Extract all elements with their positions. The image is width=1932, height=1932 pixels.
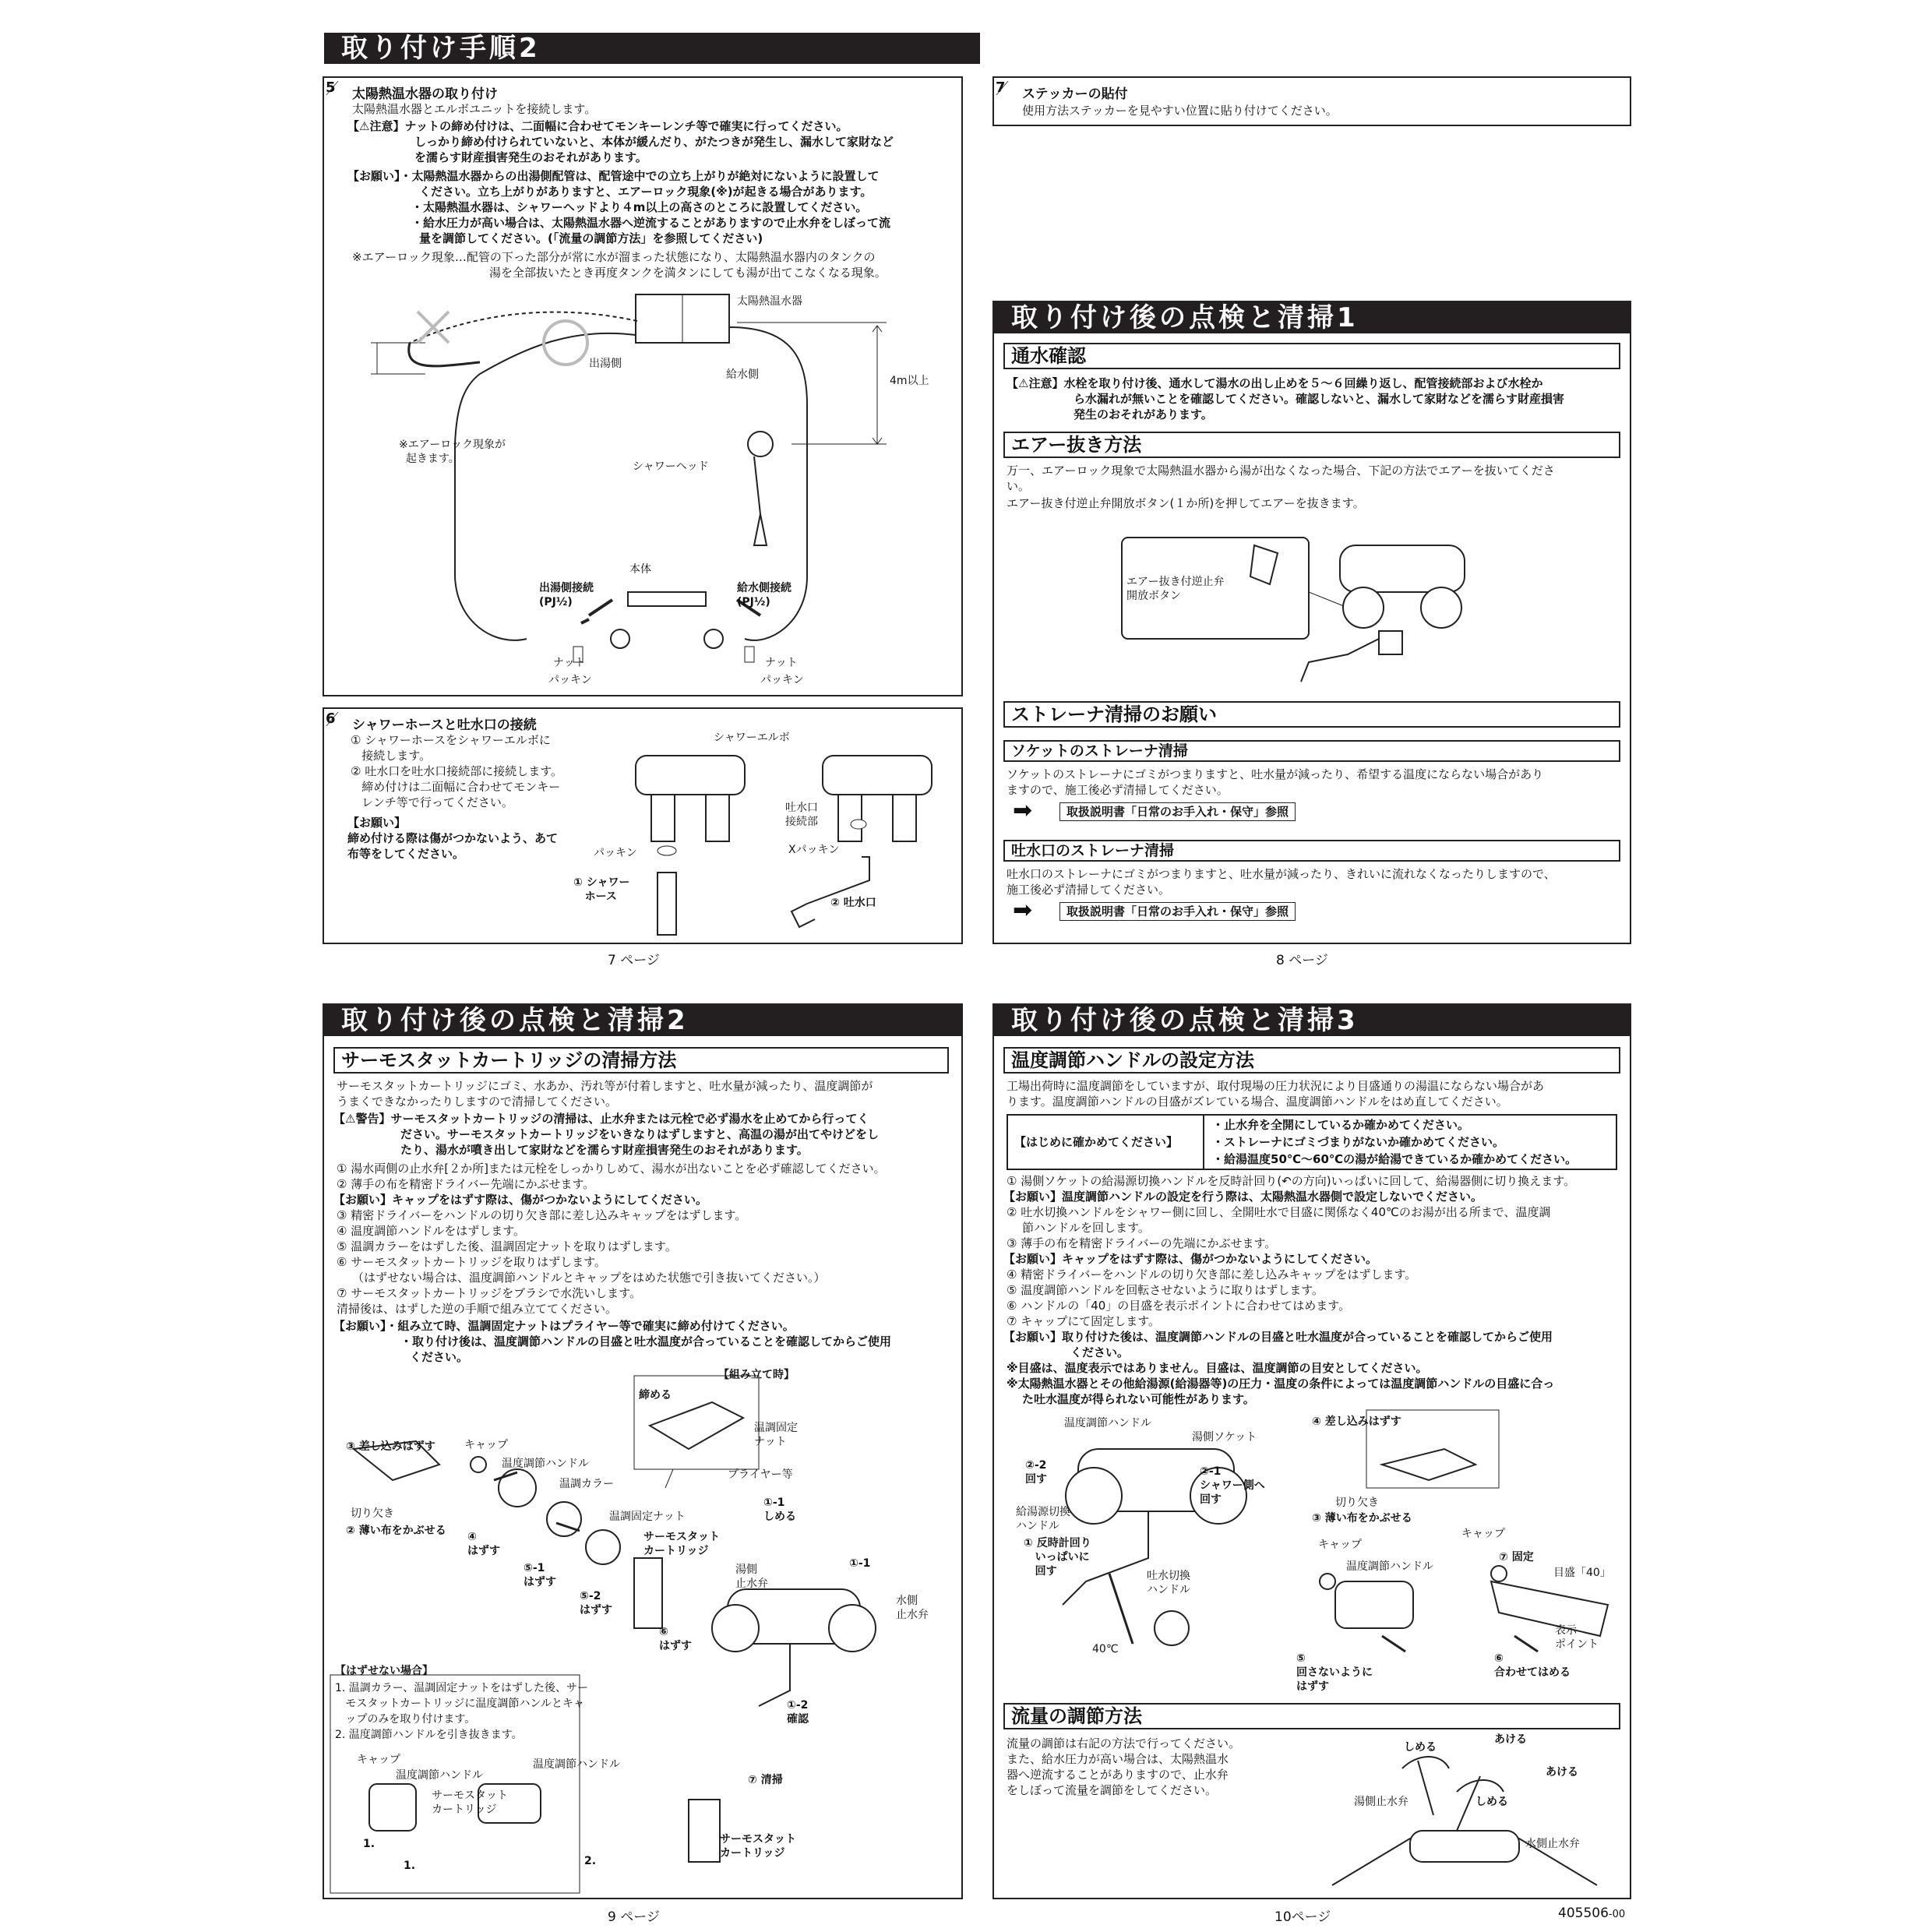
- step5-line: 量を調節してください。(「流量の調節方法」を参照してください): [419, 231, 763, 245]
- label-collar: 温調カラー: [559, 1478, 614, 1490]
- step5-note: 湯を全部抜いたとき再度タンクを満タンにしても湯が出てこなくなる現象。: [489, 266, 887, 280]
- label-in-side: 給水側: [726, 368, 759, 381]
- text-line: ださい。サーモスタットカートリッジをいきなりはずしますと、高温の湯が出てやけどをし: [400, 1127, 879, 1141]
- label-n2: 2.: [584, 1855, 597, 1867]
- text-line: ください。: [410, 1350, 469, 1364]
- step6-title: シャワーホースと吐水口の接続: [352, 717, 537, 733]
- check-item: ・給湯温度50℃～60℃の湯が給湯できているか確かめてください。: [1212, 1152, 1578, 1166]
- page7-header: 取り付け手順2: [324, 33, 980, 64]
- label-body: 本体: [629, 563, 651, 576]
- text-line: 【お願い】・組み立て時、温調固定ナットはプライヤー等で確実に締め付けてください。: [333, 1319, 795, 1333]
- label-handle: 温度調節ハンドル: [1064, 1417, 1151, 1430]
- doc-suffix: -00: [1608, 1909, 1626, 1920]
- step5-line: ・太陽熱温水器は、シャワーヘッドより４m以上の高さのところに設置してください。: [411, 200, 868, 214]
- label-handle2: 温度調節ハンドル: [1346, 1560, 1433, 1573]
- check-item: ・止水弁を全開にしているか確かめてください。: [1212, 1118, 1470, 1132]
- flow-line: 流量の調節は右記の方法で行ってください。: [1007, 1736, 1241, 1750]
- step5-box: [323, 76, 963, 696]
- label-step21: ②-1 シャワー側へ 回す: [1200, 1465, 1265, 1506]
- label-step6: ⑥ 合わせてはめる: [1494, 1652, 1571, 1679]
- label-plier: プライヤー等: [728, 1468, 793, 1481]
- page8-header: 取り付け後の点検と清掃1: [994, 302, 1631, 333]
- label-step3: ③ 薄い布をかぶせる: [1312, 1512, 1412, 1525]
- label-shower-head: シャワーヘッド: [633, 460, 709, 473]
- table-divider: [1203, 1116, 1204, 1169]
- label-step52: ⑤-2 はずす: [580, 1590, 612, 1616]
- step6-line: レンチ等で行ってください。: [351, 795, 513, 809]
- label-step4: ④ はずす: [467, 1531, 500, 1557]
- spout-reference: 取扱説明書「日常のお手入れ・保守」参照: [1059, 902, 1296, 921]
- flow-line: 器へ逆流することがありますので、止水弁: [1007, 1768, 1229, 1782]
- page9-number: 9 ページ: [608, 1909, 660, 1925]
- label-xpacking: Xパッキン: [788, 844, 840, 856]
- doc-code: 405506: [1558, 1906, 1609, 1921]
- label-step5: ⑤ 回さないように はずす: [1296, 1652, 1373, 1693]
- air-release-title: エアー抜き方法: [1003, 432, 1620, 458]
- label-fixnut2: 温調固定ナット: [609, 1511, 686, 1523]
- text-line: 【お願い】キャップをはずす際は、傷がつかないようにしてください。: [1003, 1252, 1378, 1266]
- label-temp40: 40℃: [1092, 1643, 1119, 1655]
- step5-line: 【お願い】・太陽熱温水器からの出湯側配管は、配管途中での立ち上がりが絶対にないように設置して: [347, 169, 880, 183]
- text-line: ④ 精密ドライバーをハンドルの切り欠き部に差し込みキャップをはずします。: [1007, 1267, 1417, 1282]
- step6-line: 接続します。: [351, 749, 432, 763]
- text-line: た吐水温度が得られない可能性があります。: [1022, 1392, 1255, 1406]
- step7-box: [992, 76, 1631, 126]
- text-line: ⑤ 温度調節ハンドルを回転させないように取りはずします。: [1007, 1283, 1324, 1297]
- air-line: い。: [1007, 479, 1031, 493]
- step6-line: 布等をしてください。: [347, 847, 465, 861]
- spout-line: 吐水口のストレーナにゴミがつまりますと、吐水量が減ったり、きれいに流れなくなったりしますので、: [1007, 867, 1556, 881]
- text-line: ④ 温度調節ハンドルをはずします。: [337, 1224, 526, 1238]
- label-handle2: 温度調節ハンドル: [396, 1769, 483, 1782]
- step6-number: 6: [326, 710, 336, 727]
- label-elbow: シャワーエルボ: [714, 732, 790, 744]
- label-close1: しめる: [1404, 1741, 1437, 1754]
- text-line: ⑥ サーモスタットカートリッジを取りはずします。: [337, 1255, 606, 1269]
- arrow-right-icon: ➡: [1013, 897, 1033, 924]
- step7-title: ステッカーの貼付: [1022, 86, 1128, 102]
- step5-number: 5: [326, 79, 336, 96]
- water-line: 【⚠注意】水栓を取り付け後、通水して湯水の出し止めを５～６回繰り返し、配管接続部および水栓か: [1007, 376, 1543, 390]
- text-line: 【お願い】温度調節ハンドルの設定を行う際は、太陽熱温水器側で設定しないでください。: [1003, 1190, 1483, 1204]
- text-line: ⑦ サーモスタットカートリッジをブラシで水洗いします。: [337, 1286, 641, 1300]
- label-open1: あける: [1494, 1733, 1527, 1746]
- label-step7: ⑦ 清掃: [748, 1774, 783, 1786]
- spout-line: 施工後必ず清掃してください。: [1007, 883, 1171, 897]
- label-hot-valve: 湯側 止水弁: [735, 1564, 768, 1590]
- label-source: 給湯源切換 ハンドル: [1016, 1506, 1070, 1532]
- label-open2: あける: [1546, 1766, 1578, 1779]
- label-air-button: エアー抜き付逆止弁 開放ボタン: [1126, 576, 1225, 602]
- water-line: 発生のおそれがあります。: [1074, 407, 1213, 421]
- flow-diagram: [1317, 1729, 1628, 1893]
- text-line: ⑦ キャップにて固定します。: [1007, 1314, 1161, 1328]
- label-step11: ①-1 しめる: [763, 1497, 796, 1523]
- label-step6: ⑥ はずす: [659, 1626, 692, 1652]
- label-cap2: キャップ: [357, 1754, 400, 1766]
- label-mark40: 目盛「40」: [1553, 1567, 1611, 1579]
- label-step2: ② 薄い布をかぶせる: [346, 1525, 446, 1537]
- solar-heater-diagram: [324, 78, 964, 698]
- step5-note: ※エアーロック現象…配管の下った部分が常に水が溜まった状態になり、太陽熱温水器内のタンクの: [352, 250, 876, 264]
- label-airlock: ※エアーロック現象が 起きます。: [399, 439, 506, 465]
- text-line: 【お願い】取り付けた後は、温度調節ハンドルの目盛と吐水温度が合っていることを確認してからご使用: [1003, 1330, 1553, 1344]
- label-cartridge: サーモスタット カートリッジ: [643, 1531, 720, 1557]
- step5-line: を濡らす財産損害発生のおそれがあります。: [414, 150, 647, 164]
- document-code: [1558, 1906, 1625, 1921]
- label-nut-right: ナット: [765, 657, 798, 669]
- label-cannot1b: モスタットカートリッジに温度調節ハンルとキャ: [335, 1698, 585, 1710]
- page7-number: 7 ページ: [608, 953, 660, 968]
- step5-line: 【⚠注意】ナットの締め付けは、二面幅に合わせてモンキーレンチ等で確実に行ってください。: [347, 119, 848, 133]
- text-line: ③ 精密ドライバーをハンドルの切り欠き部に差し込みキャップをはずします。: [337, 1208, 747, 1222]
- flow-line: また、給水圧力が高い場合は、太陽熱温水: [1007, 1752, 1229, 1766]
- label-cart3: サーモスタット カートリッジ: [720, 1833, 796, 1860]
- label-step11b: ①-1: [849, 1557, 871, 1570]
- text-line: 【お願い】キャップをはずす際は、傷がつかないようにしてください。: [333, 1193, 708, 1207]
- air-line: 万一、エアーロック現象で太陽熱温水器から湯が出なくなった場合、下記の方法でエアーを抜いてくださ: [1007, 464, 1555, 478]
- text-line: ください。: [1070, 1345, 1130, 1359]
- label-packing-right: パッキン: [760, 674, 804, 686]
- intro-line: 工場出荷時に温度調節をしていますが、取付現場の圧力状況により目盛通りの湯温にならない場合があ: [1007, 1079, 1545, 1093]
- label-cap: キャップ: [464, 1439, 508, 1451]
- label-out-side: 出湯側: [589, 358, 622, 370]
- label-cannot1c: ップのみを取り付けます。: [335, 1713, 476, 1726]
- text-line: ② 吐水切換ハンドルをシャワー側に回し、全開吐水で目盛に関係なく40℃のお湯が出る所まで、温度調: [1007, 1205, 1551, 1219]
- label-spout-part: 吐水口 接続部: [785, 802, 818, 828]
- label-assemble: 【組み立て時】: [718, 1369, 795, 1381]
- label-tighten: 締める: [639, 1389, 672, 1401]
- label-close2: しめる: [1475, 1796, 1508, 1808]
- step6-box: [323, 707, 963, 944]
- label-hot-valve: 湯側止水弁: [1354, 1796, 1408, 1808]
- label-notch: 切り欠き: [351, 1507, 394, 1520]
- label-hose: ① シャワー ホース: [573, 876, 630, 903]
- flow-title: 流量の調節方法: [1003, 1703, 1620, 1729]
- step6-line: 【お願い】: [347, 816, 407, 830]
- step6-line: ① シャワーホースをシャワーエルボに: [351, 733, 551, 747]
- text-line: うまくできなかったりしますので清掃してください。: [337, 1095, 618, 1109]
- label-hot-socket: 湯側ソケット: [1192, 1431, 1257, 1444]
- step5-line: ください。立ち上がりがありますと、エアーロック現象(※)が起きる場合があります。: [419, 185, 873, 199]
- intro-line: ります。温度調節ハンドルの目盛がズレている場合、温度調節ハンドルをはめ直してください。: [1007, 1095, 1508, 1109]
- label-step51: ⑤-1 はずす: [524, 1562, 556, 1588]
- shower-hose-diagram: [324, 709, 964, 946]
- page8-number: 8 ページ: [1276, 953, 1328, 968]
- label-handle: 温度調節ハンドル: [502, 1458, 589, 1470]
- text-line: ※太陽熱温水器とその他給湯源(給湯器等)の圧力・温度の条件によっては温度調節ハンドルの目盛に合っ: [1007, 1377, 1555, 1391]
- text-line: ① 湯側ソケットの給湯源切換ハンドルを反時計回り(↶の方向)いっぱいに回して、給湯器側に切り換えます。: [1007, 1174, 1576, 1188]
- label-nut-left: ナット: [553, 657, 586, 669]
- air-release-diagram: [1114, 530, 1519, 686]
- page10-header: 取り付け後の点検と清掃3: [994, 1005, 1631, 1036]
- label-handle3: 温度調節ハンドル: [533, 1758, 620, 1771]
- socket-line: ますので、施工後必ず清掃してください。: [1007, 783, 1229, 797]
- text-line: ③ 薄手の布を精密ドライバーの先端にかぶせます。: [1007, 1236, 1277, 1250]
- page9-header: 取り付け後の点検と清掃2: [324, 1005, 963, 1036]
- step6-line: 締め付けは二面幅に合わせてモンキー: [351, 780, 561, 794]
- label-cap2: キャップ: [1461, 1528, 1505, 1540]
- text-line: たり、湯水が噴き出して家財などを濡らす財産損害発生のおそれがあります。: [400, 1143, 809, 1157]
- flow-line: をしぼって流量を調節をしてください。: [1007, 1783, 1218, 1797]
- step7-line: 使用方法ステッカーを見やすい位置に貼り付けてください。: [1022, 104, 1338, 118]
- text-line: ⑤ 温調カラーをはずした後、温調固定ナットを取りはずします。: [337, 1239, 677, 1253]
- label-step4: ④ 差し込みはずす: [1312, 1416, 1401, 1428]
- label-cap: キャップ: [1318, 1539, 1362, 1551]
- text-line: ⑥ ハンドルの「40」の目盛を表示ポイントに合わせてはめます。: [1007, 1299, 1351, 1313]
- check-table: [1007, 1114, 1617, 1170]
- text-line: 【⚠警告】サーモスタットカートリッジの清掃は、止水弁または元栓で必ず湯水を止めてから行ってく: [333, 1112, 869, 1126]
- handle-setting-title: 温度調節ハンドルの設定方法: [1003, 1047, 1620, 1074]
- text-line: （はずせない場合は、温度調節ハンドルとキャップをはめた状態で引き抜いてください。）: [352, 1271, 826, 1285]
- water-check-title: 通水確認: [1003, 343, 1620, 369]
- label-cannot2: 2. 温度調節ハンドルを引き抜きます。: [335, 1729, 523, 1741]
- label-step7: ⑦ 固定: [1499, 1551, 1534, 1564]
- step5-line: しっかり締め付けられていないと、本体が緩んだり、がたつきが発生し、漏水して家財など: [414, 135, 894, 149]
- page10-number: 10ページ: [1274, 1909, 1331, 1925]
- socket-strainer-title: ソケットのストレーナ清掃: [1003, 740, 1620, 762]
- step5-title: 太陽熱温水器の取り付け: [352, 86, 498, 102]
- label-point: 表示 ポイント: [1555, 1624, 1599, 1651]
- label-out-connect: 出湯側接続 (PJ½): [539, 582, 594, 608]
- label-step1: ① 反時計回り いっぱいに 回す: [1024, 1537, 1091, 1578]
- spout-strainer-title: 吐水口のストレーナ清掃: [1003, 840, 1620, 862]
- check-item: ・ストレーナにゴミづまりがないか確かめてください。: [1212, 1135, 1505, 1149]
- socket-reference: 取扱説明書「日常のお手入れ・保守」参照: [1059, 802, 1296, 821]
- step5-line: ・給水圧力が高い場合は、太陽熱温水器へ逆流することがありますので止水弁をしぼって流: [411, 216, 891, 230]
- water-line: ら水漏れが無いことを確認してください。確認しないと、漏水して家財などを濡らす財産損害: [1074, 392, 1565, 406]
- label-in-connect: 給水側接続 (PJ½): [737, 582, 791, 608]
- label-step12: ①-2 確認: [787, 1699, 809, 1726]
- step6-line: ② 吐水口を吐水口接続部に接続します。: [351, 764, 563, 778]
- step7-number: 7: [996, 79, 1006, 96]
- label-n1b: 1.: [404, 1860, 416, 1872]
- text-line: ※目盛は、温度表示ではありません。目盛は、温度調節の目安としてください。: [1007, 1361, 1428, 1375]
- text-line: ② 薄手の布を精密ドライバー先端にかぶせます。: [337, 1177, 595, 1191]
- air-line: エアー抜き付逆止弁開放ボタン(１か所)を押してエアーを抜きます。: [1007, 496, 1365, 510]
- label-cannot1: 1. 温調カラー、温調固定ナットをはずした後、サー: [335, 1682, 588, 1694]
- text-line: ① 湯水両側の止水弁[２か所]または元栓をしっかりしめて、湯水が出ないことを必ず確認してください。: [337, 1162, 886, 1176]
- label-heater: 太陽熱温水器: [737, 295, 802, 308]
- arrow-right-icon: ➡: [1013, 797, 1033, 824]
- socket-line: ソケットのストレーナにゴミがつまりますと、吐水量が減ったり、希望する温度にならない場合があり: [1007, 767, 1544, 781]
- label-switch: 吐水切換 ハンドル: [1147, 1570, 1190, 1596]
- label-n1: 1.: [363, 1838, 375, 1850]
- text-line: 清掃後は、はずした逆の手順で組み立ててください。: [337, 1302, 618, 1316]
- text-line: ・取り付け後は、温度調節ハンドルの目盛と吐水温度が合っていることを確認してからご使用: [400, 1334, 892, 1349]
- label-height: 4m以上: [890, 375, 929, 387]
- label-spout: ② 吐水口: [830, 897, 876, 909]
- label-cold-valve: 水側止水弁: [1525, 1838, 1580, 1850]
- strainer-title: ストレーナ清掃のお願い: [1003, 701, 1620, 728]
- step5-line: 太陽熱温水器とエルボユニットを接続します。: [352, 102, 597, 116]
- label-fixnut: 温調固定 ナット: [754, 1422, 798, 1448]
- cartridge-title: サーモスタットカートリッジの清掃方法: [333, 1047, 949, 1074]
- label-cold-valve: 水側 止水弁: [896, 1595, 929, 1621]
- label-packing: パッキン: [594, 847, 637, 859]
- step6-line: 締め付ける際は傷がつかないよう、あて: [347, 831, 559, 845]
- label-step3: ③ 差し込みはずす: [346, 1440, 435, 1453]
- label-cannot: 【はずせない場合】: [335, 1665, 433, 1677]
- check-label: 【はじめに確かめてください】: [1014, 1135, 1179, 1149]
- text-line: サーモスタットカートリッジにゴミ、水あか、汚れ等が付着しますと、吐水量が減ったり、温度調節が: [337, 1079, 873, 1093]
- label-notch: 切り欠き: [1335, 1497, 1379, 1509]
- text-line: 節ハンドルを回します。: [1022, 1221, 1150, 1235]
- label-step22: ②-2 回す: [1025, 1459, 1047, 1486]
- label-packing-left: パッキン: [548, 674, 592, 686]
- label-cart2: サーモスタット カートリッジ: [432, 1789, 508, 1816]
